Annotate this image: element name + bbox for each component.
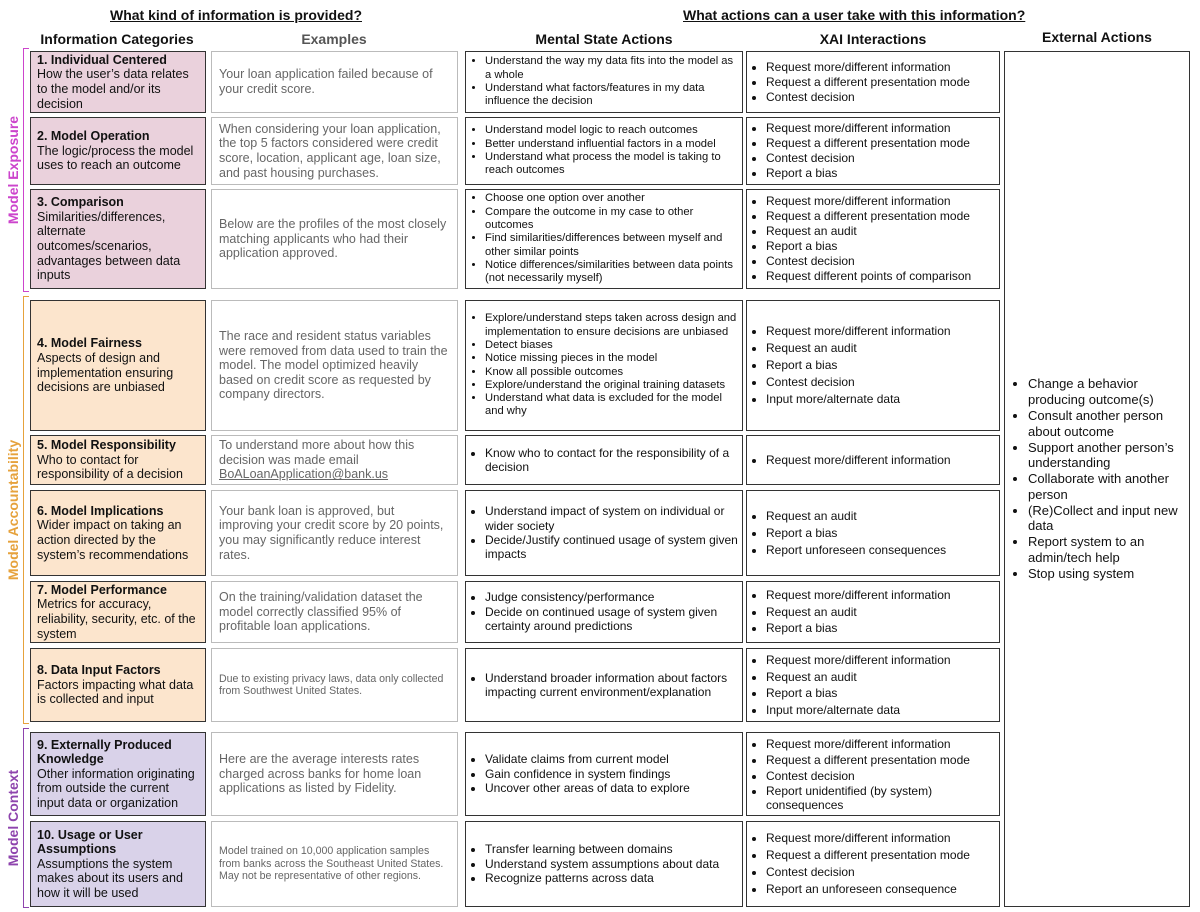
xai-interaction: • Request an audit <box>766 604 995 621</box>
example-cell <box>211 300 458 431</box>
category-cell <box>30 435 206 485</box>
xai-interaction: • Report a bias <box>766 357 995 374</box>
category-desc: Wider impact on taking an action directed by the system’s recommendations <box>37 518 189 562</box>
group-label-exposure: Model Exposure <box>5 115 21 225</box>
column-header-examples: Examples <box>301 31 367 47</box>
example-cell <box>211 435 458 485</box>
mental-actions-cell <box>465 117 743 185</box>
group-label-context: Model Context <box>5 769 21 867</box>
example-text: Below are the profiles of the most closely matching applicants who had their application approved. <box>219 217 447 261</box>
category-title: 5. Model Responsibility <box>37 438 176 453</box>
category-title: 9. Externally Produced Knowledge <box>37 737 172 767</box>
mental-actions-cell <box>465 821 743 907</box>
mental-actions-cell <box>465 648 743 722</box>
mental-actions-cell <box>465 732 743 816</box>
external-action: • Support another person’s understanding <box>1028 440 1185 472</box>
xai-interactions-cell <box>746 581 1000 643</box>
category-desc: Assumptions the system makes about its users and how it will be used <box>37 856 183 900</box>
example-text: Your loan application failed because of your credit score. <box>219 67 433 96</box>
right-section-title: What actions can a user take with this information? <box>683 7 1026 23</box>
category-cell <box>30 581 206 643</box>
mental-action: • Recognize patterns across data <box>485 871 738 885</box>
example-cell <box>211 581 458 643</box>
external-action: • Change a behavior producing outcome(s) <box>1028 376 1185 408</box>
xai-interaction: • Request an audit <box>766 669 995 686</box>
column-header-external: External Actions <box>1042 29 1152 45</box>
xai-interaction: • Report a bias <box>766 525 995 542</box>
xai-interaction: • Request an audit <box>766 224 995 239</box>
mental-action: • Find similarities/differences between myself and other similar points <box>485 232 738 259</box>
xai-interaction: • Request more/different information <box>766 60 995 75</box>
category-cell <box>30 117 206 185</box>
example-text: The race and resident status variables were removed from data used to train the model. The model optimized heavily based on credit score as requested by company directors. <box>219 329 448 402</box>
xai-interaction: • Contest decision <box>766 151 995 166</box>
mental-action: • Transfer learning between domains <box>485 842 738 856</box>
example-text: Due to existing privacy laws, data only collected from Southwest United States. <box>219 672 444 697</box>
example-cell <box>211 189 458 289</box>
xai-interaction: • Report a bias <box>766 166 995 181</box>
xai-interaction: • Request an audit <box>766 340 995 357</box>
example-text: Here are the average interests rates charged across banks for home loan applications as listed by Fidelity. <box>219 752 422 796</box>
xai-interaction: • Contest decision <box>766 90 995 105</box>
example-text: On the training/validation dataset the model correctly classified 95% of profitable loan applications. <box>219 590 423 634</box>
mental-action: • Judge consistency/performance <box>485 590 738 604</box>
mental-action: • Better understand influential factors in a model <box>485 138 738 151</box>
xai-interaction: • Request more/different information <box>766 323 995 340</box>
category-desc: Aspects of design and implementation ensuring decisions are unbiased <box>37 350 174 395</box>
xai-interaction: • Contest decision <box>766 768 995 784</box>
category-title: 6. Model Implications <box>37 503 164 518</box>
mental-action: • Validate claims from current model <box>485 752 738 766</box>
mental-action: • Explore/understand steps taken across design and implementation to ensure decisions are unbiased <box>485 312 738 339</box>
mental-action: • Understand what data is excluded for the model and why <box>485 392 738 419</box>
mental-action: • Uncover other areas of data to explore <box>485 781 738 795</box>
column-header-categories: Information Categories <box>40 31 194 47</box>
xai-interaction: • Report a bias <box>766 685 995 702</box>
category-desc: Who to contact for responsibility of a decision <box>37 452 183 482</box>
mental-action: • Understand system assumptions about data <box>485 857 738 871</box>
category-title: 1. Individual Centered <box>37 52 167 67</box>
example-text: Model trained on 10,000 application samples from banks across the Southeast United States. May not be representative of other regions. <box>219 845 444 883</box>
external-actions-cell <box>1004 51 1190 907</box>
mental-action: • Compare the outcome in my case to other outcomes <box>485 206 738 233</box>
xai-interaction: • Report unforeseen consequences <box>766 542 995 559</box>
category-title: 4. Model Fairness <box>37 336 142 351</box>
example-text: To understand more about how this decision was made email <box>219 438 415 467</box>
mental-action: • Decide on continued usage of system given certainty around predictions <box>485 605 738 634</box>
xai-interactions-cell <box>746 821 1000 907</box>
example-text: Your bank loan is approved, but improving your credit score by 20 points, you may significantly reduce interest rates. <box>219 503 444 562</box>
category-desc: Other information originating from outside the current input data or organization <box>37 766 195 810</box>
mental-action: • Know who to contact for the responsibility of a decision <box>485 446 738 475</box>
xai-interactions-cell <box>746 189 1000 289</box>
mental-action: • Explore/understand the original training datasets <box>485 379 738 392</box>
group-label-accountability: Model Accountability <box>5 439 21 581</box>
mental-action: • Detect biases <box>485 339 738 352</box>
contact-email-link[interactable]: BoALoanApplication@bank.us <box>219 467 389 482</box>
mental-action: • Know all possible outcomes <box>485 366 738 379</box>
mental-action: • Gain confidence in system findings <box>485 767 738 781</box>
category-cell <box>30 189 206 289</box>
xai-interaction: • Input more/alternate data <box>766 702 995 719</box>
xai-interactions-cell <box>746 300 1000 431</box>
category-title: 7. Model Performance <box>37 582 167 597</box>
example-text: When considering your loan application, the top 5 factors considered were credit score, location, applicant age, loan size, and past housing purchases. <box>219 121 441 180</box>
external-action: • (Re)Collect and input new data <box>1028 503 1185 535</box>
category-cell <box>30 821 206 907</box>
mental-action: • Understand the way my data fits into the model as a whole <box>485 55 738 82</box>
example-cell <box>211 821 458 907</box>
xai-interaction: • Report a bias <box>766 620 995 637</box>
xai-interaction: • Report an unforeseen consequence <box>766 881 995 898</box>
example-cell <box>211 51 458 113</box>
category-cell <box>30 490 206 576</box>
xai-interaction: • Request an audit <box>766 508 995 525</box>
xai-interactions-cell <box>746 490 1000 576</box>
category-desc: Factors impacting what data is collected and input <box>37 677 194 707</box>
mental-action: • Understand broader information about factors impacting current environment/explanation <box>485 671 738 700</box>
mental-action: • Understand what factors/features in my data influence the decision <box>485 82 738 109</box>
category-desc: Similarities/differences, alternate outcomes/scenarios, advantages between data inputs <box>37 209 181 283</box>
mental-action: • Understand model logic to reach outcomes <box>485 124 738 137</box>
xai-interaction: • Request a different presentation mode <box>766 847 995 864</box>
xai-interactions-cell <box>746 51 1000 113</box>
xai-interactions-cell <box>746 732 1000 816</box>
xai-interaction: • Request different points of comparison <box>766 269 995 284</box>
mental-action: • Notice differences/similarities between data points (not necessarily myself) <box>485 259 738 286</box>
xai-interaction: • Request more/different information <box>766 736 995 752</box>
xai-interaction: • Request more/different information <box>766 121 995 136</box>
xai-interaction: • Contest decision <box>766 864 995 881</box>
xai-interactions-cell <box>746 648 1000 722</box>
mental-actions-cell <box>465 581 743 643</box>
category-cell <box>30 648 206 722</box>
xai-interaction: • Request a different presentation mode <box>766 209 995 224</box>
category-desc: The logic/process the model uses to reach an outcome <box>37 143 194 173</box>
group-bracket-context <box>23 728 29 908</box>
external-action: • Consult another person about outcome <box>1028 408 1185 440</box>
category-desc: How the user’s data relates to the model and/or its decision <box>37 67 189 111</box>
mental-action: • Understand what process the model is taking to reach outcomes <box>485 151 738 178</box>
column-header-xai: XAI Interactions <box>819 31 927 47</box>
category-cell <box>30 300 206 431</box>
xai-interaction: • Request a different presentation mode <box>766 752 995 768</box>
external-action: • Collaborate with another person <box>1028 471 1185 503</box>
xai-interaction: • Request a different presentation mode <box>766 136 995 151</box>
group-bracket-accountability <box>23 296 29 724</box>
xai-interaction: • Contest decision <box>766 374 995 391</box>
mental-actions-cell <box>465 435 743 485</box>
external-action: • Report system to an admin/tech help <box>1028 534 1185 566</box>
xai-interaction: • Input more/alternate data <box>766 391 995 408</box>
mental-action: • Choose one option over another <box>485 192 738 205</box>
category-cell <box>30 51 206 113</box>
mental-action: • Decide/Justify continued usage of system given impacts <box>485 533 738 562</box>
category-cell <box>30 732 206 816</box>
xai-interaction: • Request more/different information <box>766 830 995 847</box>
column-header-mental: Mental State Actions <box>535 31 673 47</box>
mental-actions-cell <box>465 189 743 289</box>
mental-action: • Understand impact of system on individual or wider society <box>485 504 738 533</box>
category-title: 10. Usage or User Assumptions <box>37 827 143 857</box>
mental-actions-cell <box>465 300 743 431</box>
mental-actions-cell <box>465 490 743 576</box>
example-cell <box>211 732 458 816</box>
example-cell <box>211 648 458 722</box>
xai-interaction: • Request more/different information <box>766 194 995 209</box>
category-desc: Metrics for accuracy, reliability, security, etc. of the system <box>37 597 196 641</box>
xai-interaction: • Request more/different information <box>766 652 995 669</box>
xai-interactions-cell <box>746 117 1000 185</box>
xai-interaction: • Report unidentified (by system) consequences <box>766 784 995 813</box>
xai-interaction: • Request a different presentation mode <box>766 75 995 90</box>
category-title: 8. Data Input Factors <box>37 663 161 678</box>
group-bracket-exposure <box>23 48 29 292</box>
example-cell <box>211 117 458 185</box>
left-section-title: What kind of information is provided? <box>110 7 362 23</box>
xai-interaction: • Request more/different information <box>766 587 995 604</box>
category-title: 3. Comparison <box>37 195 124 210</box>
xai-interaction: • Request more/different information <box>766 453 995 468</box>
mental-action: • Notice missing pieces in the model <box>485 352 738 365</box>
xai-interaction: • Contest decision <box>766 254 995 269</box>
external-action: • Stop using system <box>1028 566 1185 582</box>
example-cell <box>211 490 458 576</box>
mental-actions-cell <box>465 51 743 113</box>
xai-interactions-cell <box>746 435 1000 485</box>
category-title: 2. Model Operation <box>37 129 150 144</box>
xai-interaction: • Report a bias <box>766 239 995 254</box>
